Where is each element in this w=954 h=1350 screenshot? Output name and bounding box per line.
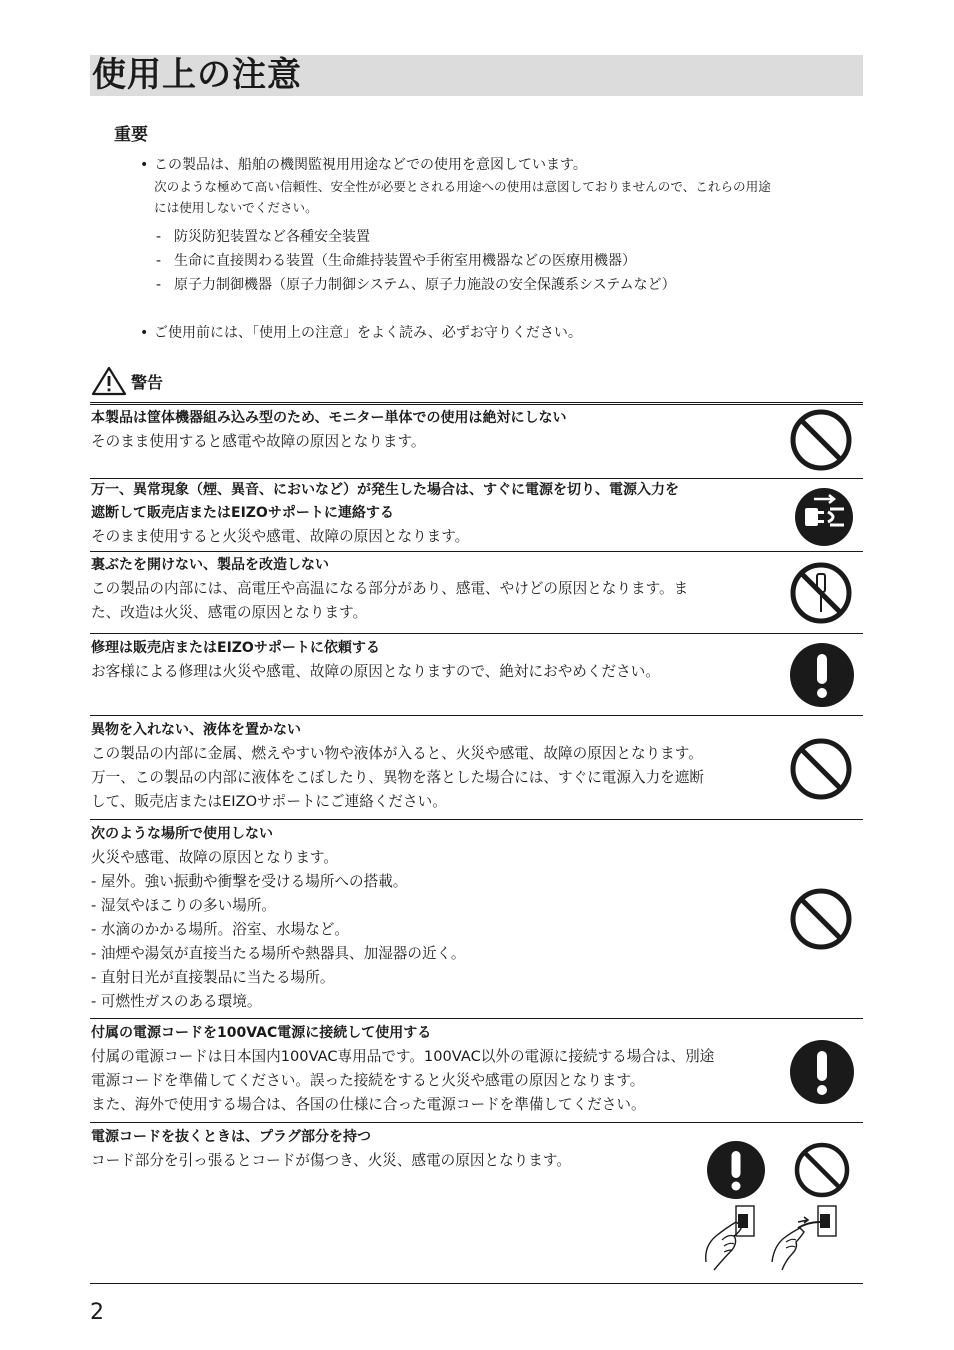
section-5-body-line-2: 万一、この製品の内部に液体をこぼしたり、異物を落とした場合には、すぐに電源入力を遮断 <box>91 769 704 786</box>
section-divider <box>90 1018 863 1019</box>
warning-section-6 <box>91 823 771 1014</box>
hand-pulling-cord-icon <box>768 1200 840 1275</box>
important-heading: 重要 <box>114 125 148 145</box>
section-2-heading-line-2: 遮断して販売店またはEIZOサポートに連絡する <box>91 505 394 521</box>
intro-bullet-2: • ご使用前には、「使用上の注意」をよく読み、必ずお守りください。 <box>140 325 582 341</box>
section-2-body: そのまま使用すると火災や感電、故障の原因となります。 <box>91 528 470 545</box>
section-divider <box>90 551 863 552</box>
intro-item-3: - 原子力制御機器（原子力制御システム、原子力施設の安全保護系システムなど） <box>156 277 676 293</box>
section-divider <box>90 633 863 634</box>
prohibition-icon <box>788 736 854 802</box>
warning-section-3 <box>91 554 771 625</box>
warning-section-5 <box>91 719 771 814</box>
intro-bullet-1: • この製品は、船舶の機関監視用用途などでの使用を意図しています。 <box>140 157 587 173</box>
title-bar <box>90 55 863 96</box>
page-title: 使用上の注意 <box>92 55 302 95</box>
unplug-icon <box>794 487 854 547</box>
section-3-body-line-1: この製品の内部には、高電圧や高温になる部分があり、感電、やけどの原因となります。ま <box>91 580 689 597</box>
section-6-body-line-3: - 湿気やほこりの多い場所。 <box>91 897 277 914</box>
section-6-body-line-5: - 油煙や湯気が直接当たる場所や熱器具、加湿器の近く。 <box>91 945 466 962</box>
section-divider <box>90 1122 863 1123</box>
section-divider <box>90 819 863 820</box>
warning-triangle-icon <box>91 366 127 396</box>
prohibition-icon <box>792 1140 852 1200</box>
section-6-body-line-2: - 屋外。強い振動や衝撃を受ける場所への搭載。 <box>91 873 408 890</box>
intro-item-2-text: 生命に直接関わる装置（生命維持装置や手術室用機器などの医療用機器） <box>174 253 636 269</box>
intro-bullet-1-text: この製品は、船舶の機関監視用用途などでの使用を意図しています。 <box>154 157 587 173</box>
section-7-body-line-1: 付属の電源コードは日本国内100VAC専用品です。100VAC以外の電源に接続する場合は、別途 <box>91 1048 715 1065</box>
intro-sub-line-1: 次のような極めて高い信頼性、安全性が必要とされる用途への使用は意図しておりませんので、これらの用途 <box>154 179 771 194</box>
intro-item-1: - 防災防犯装置など各種安全装置 <box>156 229 370 245</box>
section-4-heading: 修理は販売店またはEIZOサポートに依頼する <box>91 640 380 656</box>
section-1-body: そのまま使用すると感電や故障の原因となります。 <box>91 433 426 450</box>
section-8-body: コード部分を引っ張るとコードが傷つき、火災、感電の原因となります。 <box>91 1152 571 1169</box>
section-6-body-line-6: - 直射日光が直接製品に当たる場所。 <box>91 969 335 986</box>
intro-item-2: - 生命に直接関わる装置（生命維持装置や手術室用機器などの医療用機器） <box>156 253 636 269</box>
footer-rule <box>90 1283 863 1284</box>
section-5-body-line-3: して、販売店またはEIZOサポートにご連絡ください。 <box>91 793 447 810</box>
warning-rule <box>90 402 863 405</box>
section-6-body-line-7: - 可燃性ガスのある環境。 <box>91 993 262 1010</box>
warning-section-8 <box>91 1126 771 1173</box>
mandatory-exclamation-icon <box>789 642 855 708</box>
no-disassembly-icon <box>788 560 854 626</box>
warning-section-1 <box>91 407 771 454</box>
intro-item-1-text: 防災防犯装置など各種安全装置 <box>174 229 370 245</box>
section-6-body-line-4: - 水滴のかかる場所。浴室、水場など。 <box>91 921 350 938</box>
mandatory-exclamation-icon <box>789 1039 855 1105</box>
intro-bullet-1-sub <box>154 176 869 218</box>
section-1-heading: 本製品は筐体機器組み込み型のため、モニター単体での使用は絶対にしない <box>91 410 567 426</box>
section-6-body-line-1: 火災や感電、故障の原因となります。 <box>91 849 338 866</box>
warning-section-4 <box>91 637 771 684</box>
section-7-heading: 付属の電源コードを100VAC電源に接続して使用する <box>91 1025 432 1041</box>
prohibition-icon <box>788 886 854 952</box>
section-7-body-line-2: 電源コードを準備してください。誤った接続をすると火災や感電の原因となります。 <box>91 1072 645 1089</box>
section-5-heading: 異物を入れない、液体を置かない <box>91 722 301 738</box>
section-2-heading-line-1: 万一、異常現象（煙、異音、においなど）が発生した場合は、すぐに電源を切り、電源入力を <box>91 482 679 498</box>
section-8-heading: 電源コードを抜くときは、プラグ部分を持つ <box>91 1129 371 1145</box>
warning-section-7 <box>91 1022 771 1117</box>
warning-label: 警告 <box>131 372 164 392</box>
intro-item-3-text: 原子力制御機器（原子力制御システム、原子力施設の安全保護系システムなど） <box>174 277 676 293</box>
page-number: 2 <box>90 1300 104 1325</box>
warning-header <box>91 366 163 396</box>
mandatory-exclamation-icon <box>706 1140 766 1200</box>
section-3-body-line-2: た、改造は火災、感電の原因となります。 <box>91 604 368 621</box>
intro-bullet-2-text: ご使用前には、「使用上の注意」をよく読み、必ずお守りください。 <box>154 325 582 341</box>
section-6-heading: 次のような場所で使用しない <box>91 826 273 842</box>
warning-section-2 <box>91 479 771 549</box>
section-7-body-line-3: また、海外で使用する場合は、各国の仕様に合った電源コードを準備してください。 <box>91 1096 646 1113</box>
section-divider <box>90 715 863 716</box>
intro-sub-line-2: には使用しないでください。 <box>154 200 318 215</box>
hand-pulling-plug-icon <box>700 1200 760 1275</box>
section-5-body-line-1: この製品の内部に金属、燃えやすい物や液体が入ると、火災や感電、故障の原因となります。 <box>91 745 703 762</box>
prohibition-icon <box>788 407 854 473</box>
section-4-body: お客様による修理は火災や感電、故障の原因となりますので、絶対におやめください。 <box>91 663 660 680</box>
section-3-heading: 裏ぶたを開けない、製品を改造しない <box>91 557 329 573</box>
